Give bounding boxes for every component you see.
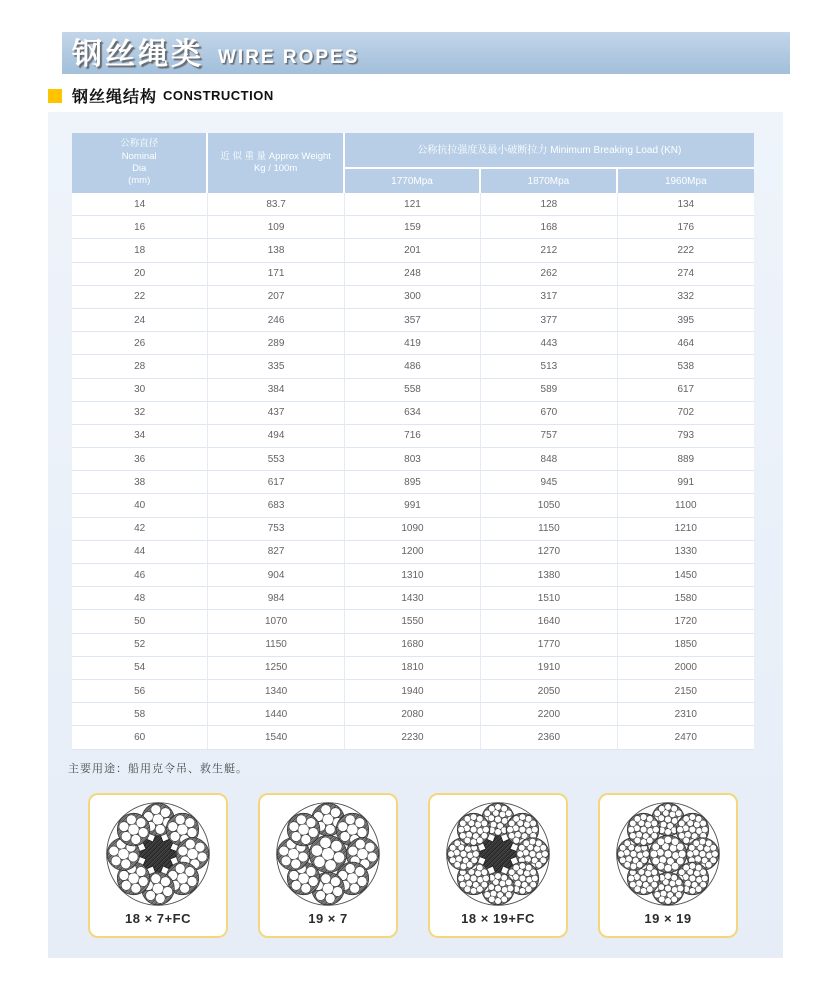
cell-breaking-load: 1450 xyxy=(618,564,754,587)
cell-approx-weight: 984 xyxy=(208,587,344,610)
cell-approx-weight: 335 xyxy=(208,355,344,378)
cell-approx-weight: 246 xyxy=(208,309,344,332)
cell-breaking-load: 128 xyxy=(481,193,617,216)
cell-breaking-load: 670 xyxy=(481,402,617,425)
cell-nominal-dia: 30 xyxy=(72,379,208,402)
cell-breaking-load: 159 xyxy=(345,216,481,239)
cell-breaking-load: 332 xyxy=(618,286,754,309)
rope-cross-section-cards xyxy=(88,793,783,938)
cell-approx-weight: 827 xyxy=(208,541,344,564)
rope-cross-section-diagram xyxy=(102,798,214,910)
page-title-en: WIRE ROPES xyxy=(218,47,360,69)
cell-nominal-dia: 40 xyxy=(72,494,208,517)
page-title-zh: 钢丝绳类 xyxy=(72,38,204,71)
cell-nominal-dia: 26 xyxy=(72,332,208,355)
cell-approx-weight: 109 xyxy=(208,216,344,239)
cell-nominal-dia: 46 xyxy=(72,564,208,587)
rope-construction-label: 18 × 7+FC xyxy=(125,911,191,926)
cell-breaking-load: 1090 xyxy=(345,518,481,541)
cell-breaking-load: 702 xyxy=(618,402,754,425)
cell-breaking-load: 558 xyxy=(345,379,481,402)
cell-breaking-load: 1050 xyxy=(481,494,617,517)
cell-breaking-load: 617 xyxy=(618,379,754,402)
cell-approx-weight: 1340 xyxy=(208,680,344,703)
cell-nominal-dia: 48 xyxy=(72,587,208,610)
cell-breaking-load: 757 xyxy=(481,425,617,448)
cell-breaking-load: 262 xyxy=(481,263,617,286)
rope-cross-section-diagram xyxy=(442,798,554,910)
cell-approx-weight: 289 xyxy=(208,332,344,355)
rope-card-19-19 xyxy=(598,793,738,938)
cell-breaking-load: 357 xyxy=(345,309,481,332)
col-header-min-breaking-load: 公称抗拉强度及最小破断拉力 Minimum Breaking Load (KN) xyxy=(345,133,754,169)
cell-nominal-dia: 44 xyxy=(72,541,208,564)
cell-approx-weight: 384 xyxy=(208,379,344,402)
cell-breaking-load: 176 xyxy=(618,216,754,239)
cell-nominal-dia: 16 xyxy=(72,216,208,239)
cell-breaking-load: 443 xyxy=(481,332,617,355)
cell-breaking-load: 395 xyxy=(618,309,754,332)
rope-construction-label: 19 × 19 xyxy=(644,911,692,926)
cell-nominal-dia: 20 xyxy=(72,263,208,286)
cell-breaking-load: 889 xyxy=(618,448,754,471)
cell-nominal-dia: 56 xyxy=(72,680,208,703)
cell-nominal-dia: 42 xyxy=(72,518,208,541)
cell-breaking-load: 634 xyxy=(345,402,481,425)
cell-breaking-load: 716 xyxy=(345,425,481,448)
cell-breaking-load: 1850 xyxy=(618,634,754,657)
cell-breaking-load: 2230 xyxy=(345,726,481,749)
cell-approx-weight: 207 xyxy=(208,286,344,309)
cell-breaking-load: 212 xyxy=(481,239,617,262)
cell-breaking-load: 222 xyxy=(618,239,754,262)
cell-breaking-load: 1910 xyxy=(481,657,617,680)
cell-approx-weight: 1250 xyxy=(208,657,344,680)
cell-approx-weight: 437 xyxy=(208,402,344,425)
cell-nominal-dia: 22 xyxy=(72,286,208,309)
cell-nominal-dia: 58 xyxy=(72,703,208,726)
cell-breaking-load: 1210 xyxy=(618,518,754,541)
cell-nominal-dia: 34 xyxy=(72,425,208,448)
cell-approx-weight: 683 xyxy=(208,494,344,517)
cell-approx-weight: 1440 xyxy=(208,703,344,726)
cell-breaking-load: 201 xyxy=(345,239,481,262)
cell-breaking-load: 2310 xyxy=(618,703,754,726)
cell-breaking-load: 134 xyxy=(618,193,754,216)
cell-breaking-load: 419 xyxy=(345,332,481,355)
cell-breaking-load: 2200 xyxy=(481,703,617,726)
cell-breaking-load: 895 xyxy=(345,471,481,494)
cell-approx-weight: 83.7 xyxy=(208,193,344,216)
cell-breaking-load: 300 xyxy=(345,286,481,309)
col-header-nominal-dia: 公称直径 Nominal Dia (mm) xyxy=(72,133,208,193)
rope-construction-label: 18 × 19+FC xyxy=(461,911,535,926)
content-panel xyxy=(48,112,783,958)
section-title-zh: 钢丝绳结构 xyxy=(72,89,158,106)
cell-nominal-dia: 28 xyxy=(72,355,208,378)
rope-cross-section-diagram xyxy=(612,798,724,910)
wire-rope-spec-table xyxy=(72,133,754,750)
cell-nominal-dia: 36 xyxy=(72,448,208,471)
cell-breaking-load: 1940 xyxy=(345,680,481,703)
cell-breaking-load: 1270 xyxy=(481,541,617,564)
cell-approx-weight: 1150 xyxy=(208,634,344,657)
cell-breaking-load: 2150 xyxy=(618,680,754,703)
cell-breaking-load: 589 xyxy=(481,379,617,402)
cell-breaking-load: 1100 xyxy=(618,494,754,517)
cell-nominal-dia: 24 xyxy=(72,309,208,332)
cell-breaking-load: 464 xyxy=(618,332,754,355)
section-title-en: CONSTRUCTION xyxy=(163,88,274,103)
cell-approx-weight: 904 xyxy=(208,564,344,587)
cell-breaking-load: 317 xyxy=(481,286,617,309)
cell-breaking-load: 248 xyxy=(345,263,481,286)
cell-breaking-load: 991 xyxy=(618,471,754,494)
col-header-grade-1770: 1770Mpa xyxy=(345,169,481,193)
cell-breaking-load: 168 xyxy=(481,216,617,239)
cell-approx-weight: 1070 xyxy=(208,610,344,633)
cell-breaking-load: 1640 xyxy=(481,610,617,633)
cell-breaking-load: 991 xyxy=(345,494,481,517)
cell-breaking-load: 793 xyxy=(618,425,754,448)
rope-card-19-7 xyxy=(258,793,398,938)
rope-card-18-7-fc xyxy=(88,793,228,938)
cell-breaking-load: 486 xyxy=(345,355,481,378)
cell-breaking-load: 538 xyxy=(618,355,754,378)
cell-breaking-load: 1720 xyxy=(618,610,754,633)
cell-breaking-load: 1810 xyxy=(345,657,481,680)
cell-approx-weight: 553 xyxy=(208,448,344,471)
cell-nominal-dia: 52 xyxy=(72,634,208,657)
cell-breaking-load: 1770 xyxy=(481,634,617,657)
rope-construction-label: 19 × 7 xyxy=(308,911,348,926)
cell-breaking-load: 1310 xyxy=(345,564,481,587)
cell-approx-weight: 171 xyxy=(208,263,344,286)
cell-breaking-load: 848 xyxy=(481,448,617,471)
cell-approx-weight: 617 xyxy=(208,471,344,494)
cell-approx-weight: 138 xyxy=(208,239,344,262)
cell-breaking-load: 1680 xyxy=(345,634,481,657)
cell-breaking-load: 2000 xyxy=(618,657,754,680)
cell-breaking-load: 1380 xyxy=(481,564,617,587)
cell-breaking-load: 513 xyxy=(481,355,617,378)
rope-card-18-19-fc xyxy=(428,793,568,938)
section-heading xyxy=(48,84,274,107)
cell-breaking-load: 2050 xyxy=(481,680,617,703)
cell-nominal-dia: 50 xyxy=(72,610,208,633)
cell-approx-weight: 494 xyxy=(208,425,344,448)
cell-breaking-load: 1330 xyxy=(618,541,754,564)
col-header-grade-1870: 1870Mpa xyxy=(481,169,617,193)
cell-breaking-load: 2360 xyxy=(481,726,617,749)
cell-nominal-dia: 60 xyxy=(72,726,208,749)
cell-nominal-dia: 38 xyxy=(72,471,208,494)
main-usage-note: 主要用途：船用克令吊、救生艇。 xyxy=(68,763,248,775)
cell-breaking-load: 1580 xyxy=(618,587,754,610)
cell-breaking-load: 1200 xyxy=(345,541,481,564)
rope-cross-section-diagram xyxy=(272,798,384,910)
cell-nominal-dia: 32 xyxy=(72,402,208,425)
cell-breaking-load: 121 xyxy=(345,193,481,216)
col-header-approx-weight: 近 似 重 量 Approx Weight Kg / 100m xyxy=(208,133,344,193)
cell-approx-weight: 1540 xyxy=(208,726,344,749)
cell-breaking-load: 803 xyxy=(345,448,481,471)
yellow-square-marker-icon xyxy=(48,89,62,103)
cell-breaking-load: 1430 xyxy=(345,587,481,610)
cell-breaking-load: 1510 xyxy=(481,587,617,610)
cell-breaking-load: 1550 xyxy=(345,610,481,633)
cell-nominal-dia: 14 xyxy=(72,193,208,216)
cell-approx-weight: 753 xyxy=(208,518,344,541)
cell-breaking-load: 945 xyxy=(481,471,617,494)
cell-nominal-dia: 18 xyxy=(72,239,208,262)
page-title-band xyxy=(62,32,790,74)
cell-breaking-load: 274 xyxy=(618,263,754,286)
cell-breaking-load: 2080 xyxy=(345,703,481,726)
col-header-grade-1960: 1960Mpa xyxy=(618,169,754,193)
cell-nominal-dia: 54 xyxy=(72,657,208,680)
cell-breaking-load: 377 xyxy=(481,309,617,332)
cell-breaking-load: 2470 xyxy=(618,726,754,749)
cell-breaking-load: 1150 xyxy=(481,518,617,541)
